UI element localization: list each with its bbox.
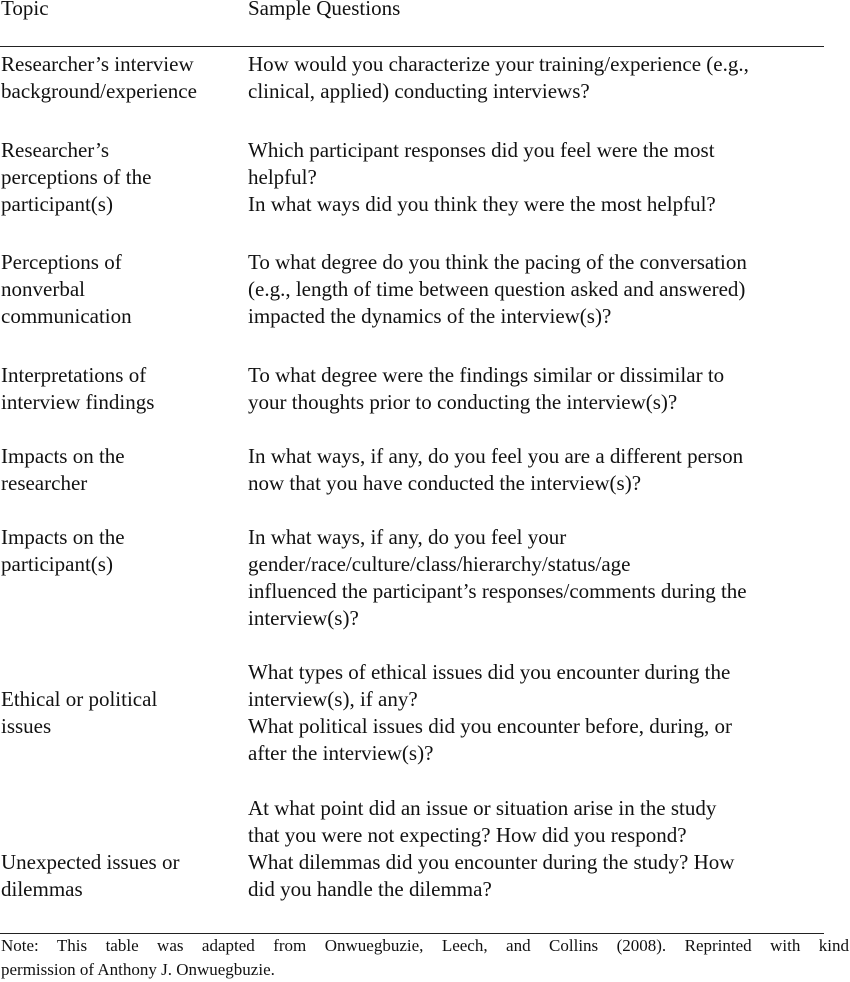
questions-cell	[248, 51, 828, 105]
question-line: after the interview(s)?	[248, 741, 434, 765]
question-line: that you were not expecting? How did you respond?	[248, 823, 687, 847]
topic-cell	[1, 524, 236, 578]
questions-cell	[248, 137, 828, 218]
question-line: interview(s)?	[248, 606, 359, 630]
topic-cell	[1, 249, 236, 330]
question-line: gender/race/culture/class/hierarchy/status/age	[248, 552, 631, 576]
topic-cell	[1, 51, 236, 105]
question-line: your thoughts prior to conducting the interview(s)?	[248, 390, 678, 414]
question-line: In what ways, if any, do you feel your	[248, 525, 567, 549]
question-line: What political issues did you encounter before, during, or	[248, 714, 733, 738]
topic-line: Impacts on the	[1, 525, 125, 549]
questions-cell	[248, 659, 828, 767]
question-line: What dilemmas did you encounter during the study? How	[248, 850, 735, 874]
questions-cell	[248, 795, 828, 903]
question-line: Which participant responses did you feel were the most	[248, 138, 715, 162]
topic-line: interview findings	[1, 390, 155, 414]
topic-line: Researcher’s	[1, 138, 110, 162]
column-header-topic: Topic	[1, 0, 49, 20]
table-note-line: permission of Anthony J. Onwuegbuzie.	[1, 960, 275, 979]
topic-line: Ethical or political	[1, 687, 158, 711]
question-line: At what point did an issue or situation arise in the study	[248, 796, 717, 820]
question-line: now that you have conducted the interview(s)?	[248, 471, 642, 495]
question-line: To what degree were the findings similar or dissimilar to	[248, 363, 725, 387]
questions-cell	[248, 249, 828, 330]
topic-line: Perceptions of	[1, 250, 122, 274]
question-line: influenced the participant’s responses/comments during the	[248, 579, 747, 603]
topic-cell	[1, 137, 236, 218]
topic-cell	[1, 849, 236, 903]
table-note	[1, 934, 849, 982]
question-line: In what ways, if any, do you feel you are a different person	[248, 444, 744, 468]
topic-line: Interpretations of	[1, 363, 147, 387]
topic-line: issues	[1, 714, 52, 738]
topic-line: Researcher’s interview	[1, 52, 194, 76]
topic-line: researcher	[1, 471, 88, 495]
topic-cell	[1, 686, 236, 740]
question-line: helpful?	[248, 165, 317, 189]
questions-cell	[248, 362, 828, 416]
question-line: clinical, applied) conducting interviews?	[248, 79, 590, 103]
topic-cell	[1, 362, 236, 416]
topic-line: nonverbal	[1, 277, 85, 301]
question-line: What types of ethical issues did you encounter during the	[248, 660, 731, 684]
table-note-line: Note: This table was adapted from Onwuegbuzie, Leech, and Collins (2008). Reprinted with kind	[1, 936, 849, 955]
topic-line: participant(s)	[1, 552, 113, 576]
questions-cell	[248, 443, 828, 497]
topic-line: participant(s)	[1, 192, 113, 216]
topic-line: Impacts on the	[1, 444, 125, 468]
topic-line: dilemmas	[1, 877, 83, 901]
question-line: In what ways did you think they were the most helpful?	[248, 192, 716, 216]
topic-cell	[1, 443, 236, 497]
question-line: How would you characterize your training/experience (e.g.,	[248, 52, 749, 76]
topic-line: communication	[1, 304, 132, 328]
question-line: did you handle the dilemma?	[248, 877, 492, 901]
column-header-sample-questions: Sample Questions	[248, 0, 401, 20]
topic-line: Unexpected issues or	[1, 850, 180, 874]
question-line: impacted the dynamics of the interview(s)?	[248, 304, 612, 328]
topic-line: perceptions of the	[1, 165, 152, 189]
table-top-rule	[0, 46, 824, 47]
topic-line: background/experience	[1, 79, 197, 103]
question-line: To what degree do you think the pacing of the conversation	[248, 250, 747, 274]
question-line: interview(s), if any?	[248, 687, 418, 711]
question-line: (e.g., length of time between question asked and answered)	[248, 277, 746, 301]
questions-cell	[248, 524, 828, 632]
